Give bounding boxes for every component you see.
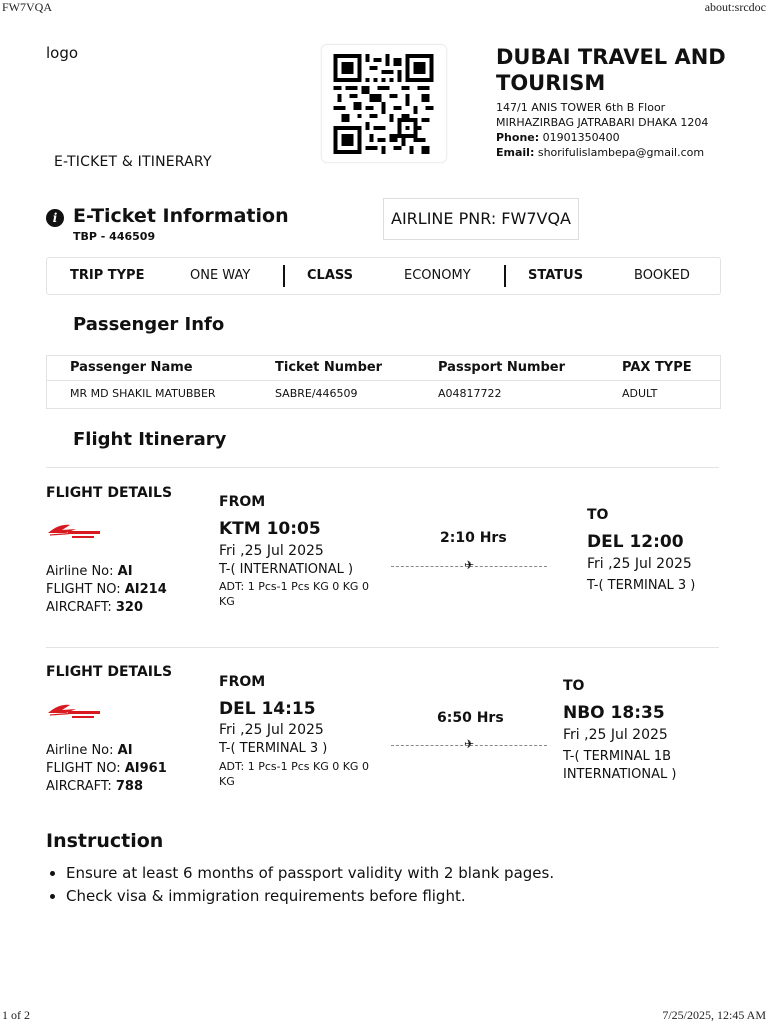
aircraft: 320 — [115, 600, 144, 615]
instruction-title: Instruction — [46, 830, 164, 852]
qr-code — [321, 44, 447, 163]
table-row — [47, 381, 720, 407]
departure-terminal: T-( TERMINAL 3 ) — [219, 741, 328, 756]
divider — [46, 467, 719, 468]
flight-no-row — [46, 760, 167, 778]
departure-terminal: T-( INTERNATIONAL ) — [219, 562, 354, 577]
email-label: Email: — [496, 146, 535, 159]
divider — [46, 647, 719, 648]
arrival-terminal: T-( TERMINAL 1B INTERNATIONAL ) — [563, 749, 677, 782]
class-value: ECONOMY — [404, 268, 471, 283]
trip-summary-bar — [46, 257, 721, 295]
document-title: E-TICKET & ITINERARY — [54, 154, 212, 170]
to-label: TO — [587, 507, 609, 523]
flight-no-row — [46, 581, 167, 599]
logo-placeholder: logo — [46, 44, 79, 62]
agency-email: shorifulislambepa@gmail.com — [537, 146, 705, 159]
aircraft-row — [46, 599, 143, 617]
flight-no-label: FLIGHT NO: — [46, 761, 121, 776]
air-india-logo-icon — [46, 702, 102, 722]
print-url: about:srcdoc — [704, 0, 766, 14]
baggage-info: ADT: 1 Pcs-1 Pcs KG 0 KG 0 KG — [219, 760, 369, 788]
flight-duration: 2:10 Hrs — [440, 530, 507, 546]
agency-email-row — [496, 145, 758, 160]
phone-label: Phone: — [496, 131, 540, 144]
passenger-name: MR MD SHAKIL MATUBBER — [70, 387, 216, 400]
table-header — [47, 356, 720, 381]
aircraft-row — [46, 778, 143, 796]
agency-address-2: MIRHAZIRBAG JATRABARI DHAKA 1204 — [496, 116, 709, 129]
page-indicator: 1 of 2 — [2, 1008, 30, 1022]
list-item: • Check visa & immigration requirements before flight. — [66, 885, 554, 908]
col-passport-number: Passport Number — [438, 360, 566, 375]
list-item: • Ensure at least 6 months of passport validity with 2 blank pages. — [66, 862, 554, 885]
passport-number: A04817722 — [438, 387, 502, 400]
agency-address-1: 147/1 ANIS TOWER 6th B Floor — [496, 101, 666, 114]
passenger-info-title: Passenger Info — [73, 314, 225, 335]
passenger-table — [46, 355, 721, 409]
flight-segment-2 — [46, 664, 726, 814]
from-label: FROM — [219, 494, 266, 510]
tbp-number: TBP - 446509 — [73, 230, 156, 243]
aircraft-label: AIRCRAFT: — [46, 779, 112, 794]
col-pax-type: PAX TYPE — [622, 360, 692, 375]
pax-type: ADULT — [622, 387, 658, 400]
flight-details-label: FLIGHT DETAILS — [46, 664, 173, 680]
from-label: FROM — [219, 674, 266, 690]
flight-no: AI961 — [124, 761, 167, 776]
col-passenger-name: Passenger Name — [70, 360, 193, 375]
air-india-logo-icon — [46, 522, 102, 542]
departure-time: DEL 14:15 — [219, 699, 316, 719]
divider — [504, 265, 506, 287]
qr-code-icon — [333, 54, 434, 154]
print-title: FW7VQA — [2, 0, 52, 14]
class-label: CLASS — [307, 268, 354, 283]
trip-type-value: ONE WAY — [190, 268, 251, 283]
airline-no-label: Airline No: — [46, 743, 114, 758]
trip-type-label: TRIP TYPE — [70, 268, 145, 283]
baggage-info: ADT: 1 Pcs-1 Pcs KG 0 KG 0 KG — [219, 580, 369, 608]
flight-duration: 6:50 Hrs — [437, 710, 504, 726]
col-ticket-number: Ticket Number — [275, 360, 383, 375]
agency-phone: 01901350400 — [542, 131, 620, 144]
airline-no-label: Airline No: — [46, 564, 114, 579]
flight-details-label: FLIGHT DETAILS — [46, 485, 173, 501]
flight-no: AI214 — [124, 582, 167, 597]
agency-name: DUBAI TRAVEL AND TOURISM — [496, 45, 726, 95]
status-label: STATUS — [528, 268, 584, 283]
agency-phone-row — [496, 130, 758, 145]
status-value: BOOKED — [634, 268, 690, 283]
departure-date: Fri ,25 Jul 2025 — [219, 722, 324, 738]
arrival-date: Fri ,25 Jul 2025 — [563, 727, 668, 743]
flight-no-label: FLIGHT NO: — [46, 582, 121, 597]
print-header — [0, 0, 768, 14]
arrival-time: NBO 18:35 — [563, 703, 665, 723]
airplane-icon: ✈ — [464, 737, 475, 751]
arrival-date: Fri ,25 Jul 2025 — [587, 556, 692, 572]
departure-time: KTM 10:05 — [219, 519, 321, 539]
divider — [283, 265, 285, 287]
arrival-terminal: T-( TERMINAL 3 ) — [587, 578, 696, 593]
instruction-list — [46, 862, 554, 908]
flight-segment-1 — [46, 484, 726, 634]
to-label: TO — [563, 678, 585, 694]
eticket-info-title: E-Ticket Information — [73, 205, 289, 227]
ticket-number: SABRE/446509 — [275, 387, 358, 400]
airline-pnr: AIRLINE PNR: FW7VQA — [383, 198, 579, 240]
airline-no: AI — [117, 743, 133, 758]
arrival-time: DEL 12:00 — [587, 532, 684, 552]
airline-no: AI — [117, 564, 133, 579]
airplane-icon: ✈ — [464, 558, 475, 572]
departure-date: Fri ,25 Jul 2025 — [219, 543, 324, 559]
info-icon: i — [46, 209, 64, 227]
aircraft-label: AIRCRAFT: — [46, 600, 112, 615]
agency-info — [496, 44, 758, 160]
print-footer — [0, 1008, 768, 1024]
aircraft: 788 — [115, 779, 144, 794]
airline-no-row — [46, 563, 133, 581]
airline-no-row — [46, 742, 133, 760]
flight-itinerary-title: Flight Itinerary — [73, 429, 227, 450]
print-datetime: 7/25/2025, 12:45 AM — [662, 1008, 766, 1022]
